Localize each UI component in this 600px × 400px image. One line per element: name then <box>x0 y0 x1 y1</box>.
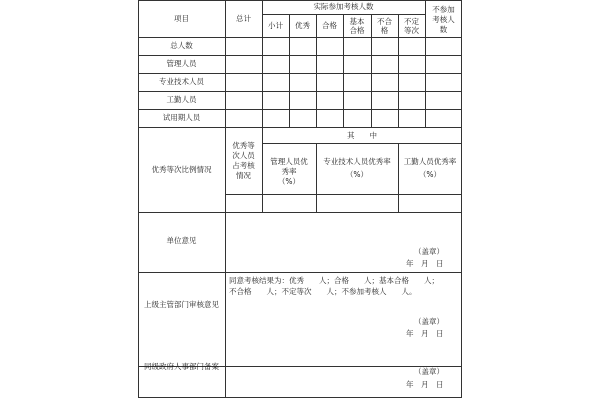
header-undecided-1: 不定 <box>404 17 419 26</box>
ratio-share-2: 次人员 <box>232 151 255 160</box>
grid-line <box>138 73 462 74</box>
header-nonparticipating-3: 数 <box>439 25 448 34</box>
grid-line <box>138 272 462 273</box>
unit-seal: （盖章） <box>414 247 444 256</box>
ratio-tech-1: 专业技术人员优秀率 <box>323 157 391 166</box>
superior-date: 年 月 日 <box>406 329 444 338</box>
grid-line <box>289 14 290 127</box>
header-excellent: 优秀 <box>295 21 310 30</box>
header-nonparticipating-1: 不参加 <box>432 5 455 14</box>
ratio-share-4: 情况 <box>236 171 251 180</box>
row-workers: 工勤人员 <box>166 95 197 104</box>
grid-line <box>138 212 462 213</box>
header-total: 总计 <box>236 14 251 23</box>
grid-line <box>138 37 462 38</box>
header-subtotal: 小计 <box>268 21 283 30</box>
ratio-share-3: 占考核 <box>232 161 255 170</box>
gov-seal: （盖章） <box>414 367 444 376</box>
grid-line <box>225 0 226 398</box>
gov-date: 年 月 日 <box>406 380 444 389</box>
header-unqualified-1: 不合 <box>377 17 392 26</box>
header-item: 项目 <box>174 14 189 23</box>
ratio-share-1: 优秀等 <box>232 141 255 150</box>
header-basic-2: 合格 <box>349 26 365 35</box>
header-actual: 实际参加考核人数 <box>313 2 374 11</box>
ratio-mgr-3: （%） <box>277 177 301 186</box>
row-probation: 试用期人员 <box>162 113 201 122</box>
ratio-among: 其 中 <box>347 131 377 140</box>
grid-line <box>138 127 462 128</box>
row-technical: 专业技术人员 <box>159 77 204 86</box>
gov-filing-label: 同级政府人事部门备案 <box>144 362 219 371</box>
superior-result-line1: 同意考核结果为：优秀 人；合格 人；基本合格 人； <box>229 276 439 285</box>
superior-review-label: 上级主管部门审核意见 <box>144 300 219 309</box>
row-total-people: 总人数 <box>170 41 193 50</box>
ratio-worker-2: （%） <box>418 170 442 179</box>
header-unqualified-2: 格 <box>380 26 389 35</box>
superior-result-line2: 不合格 人；不定等次 人；不参加考核人 人。 <box>229 287 417 296</box>
ratio-worker-1: 工勤人员优秀率 <box>403 157 457 166</box>
grid-line <box>225 194 462 195</box>
header-undecided-2: 等次 <box>404 26 419 35</box>
header-nonparticipating-2: 考核人 <box>432 15 455 24</box>
grid-line <box>262 143 462 144</box>
grid-line <box>138 91 462 92</box>
unit-opinion-label: 单位意见 <box>166 236 197 245</box>
header-basic-1: 基本 <box>349 17 365 26</box>
ratio-label: 优秀等次比例情况 <box>151 165 212 174</box>
grid-line <box>138 55 462 56</box>
grid-line <box>138 109 462 110</box>
unit-date: 年 月 日 <box>406 259 444 268</box>
ratio-mgr-1: 管理人员优 <box>270 157 308 166</box>
grid-line <box>316 14 317 127</box>
ratio-mgr-2: 秀率 <box>281 167 297 176</box>
row-managers: 管理人员 <box>166 59 197 68</box>
header-qualified: 合格 <box>322 21 337 30</box>
ratio-tech-2: （%） <box>345 170 369 179</box>
superior-seal: （盖章） <box>414 317 444 326</box>
